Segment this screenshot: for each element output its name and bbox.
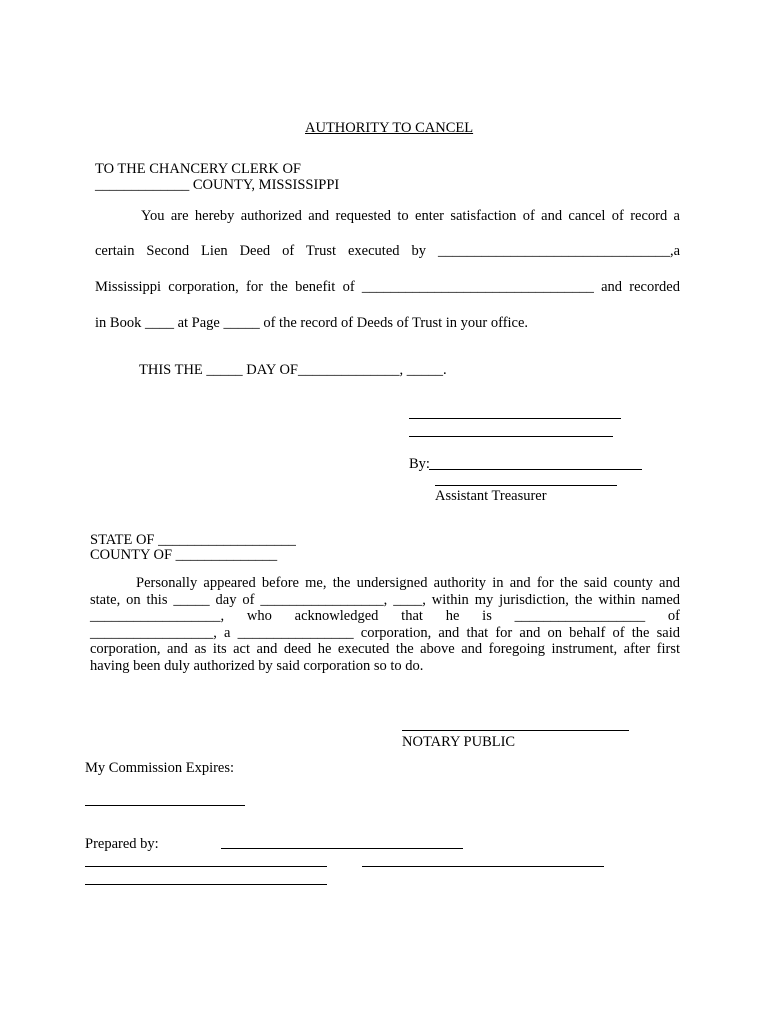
- prepared-by-label: Prepared by:: [85, 836, 159, 852]
- grantor-blank: ________________________________,a: [437, 243, 681, 259]
- ack-line-5: corporation, and as its act and deed he executed the above and foregoing instrument, after first: [90, 641, 680, 657]
- ack-line-4: _________________, a ________________ corporation, and that for and on behalf of the said: [90, 624, 680, 641]
- commission-date-line: [85, 805, 245, 806]
- ack-line-1: Personally appeared before me, the undersigned authority in and for the said county and: [136, 575, 680, 591]
- month-blank: ______________: [297, 362, 400, 378]
- notary-label: NOTARY PUBLIC: [402, 734, 516, 750]
- body-line-2-text: certain Second Lien Deed of Trust executed by: [95, 243, 426, 259]
- company-name-line-2: [409, 436, 613, 437]
- preparer-address-line-3: [85, 884, 327, 885]
- company-name-line: [409, 418, 621, 419]
- body-line-3: Mississippi corporation, for the benefit of ________________________________ and recorded: [95, 279, 680, 295]
- preparer-address-line-1: [85, 866, 327, 867]
- acknowledgment-paragraph: [90, 575, 680, 674]
- preparer-name-line: [221, 848, 463, 849]
- body-line-1: You are hereby authorized and requested to enter satisfaction of and cancel of record a: [141, 208, 680, 224]
- signer-name-line: [435, 485, 617, 486]
- commission-label: My Commission Expires:: [85, 760, 235, 776]
- ack-line-2: state, on this _____ day of _________________, ____, within my jurisdiction, the within named: [90, 591, 680, 608]
- by-label: By:: [409, 456, 430, 472]
- ack-line-3: __________________, who acknowledged that he is __________________ of: [90, 608, 680, 624]
- state-label: STATE OF ___________________: [90, 532, 296, 548]
- address-line-1: TO THE CHANCERY CLERK OF: [95, 161, 301, 177]
- notary-signature-line: [402, 730, 629, 731]
- date-prefix: THIS THE _____ DAY OF: [139, 362, 298, 378]
- body-line-4: in Book ____ at Page _____ of the record of Deeds of Trust in your office.: [95, 315, 529, 331]
- county-label: COUNTY OF ______________: [90, 547, 278, 563]
- signer-title: Assistant Treasurer: [435, 488, 547, 504]
- year-blank: , _____.: [399, 362, 447, 378]
- body-line-2: [95, 244, 680, 259]
- preparer-address-line-2: [362, 866, 604, 867]
- signature-line: [429, 469, 642, 470]
- ack-line-6: having been duly authorized by said corporation so to do.: [90, 657, 424, 674]
- document-title: AUTHORITY TO CANCEL: [305, 120, 474, 136]
- date-line: [139, 363, 447, 378]
- address-line-2: _____________ COUNTY, MISSISSIPPI: [95, 177, 340, 193]
